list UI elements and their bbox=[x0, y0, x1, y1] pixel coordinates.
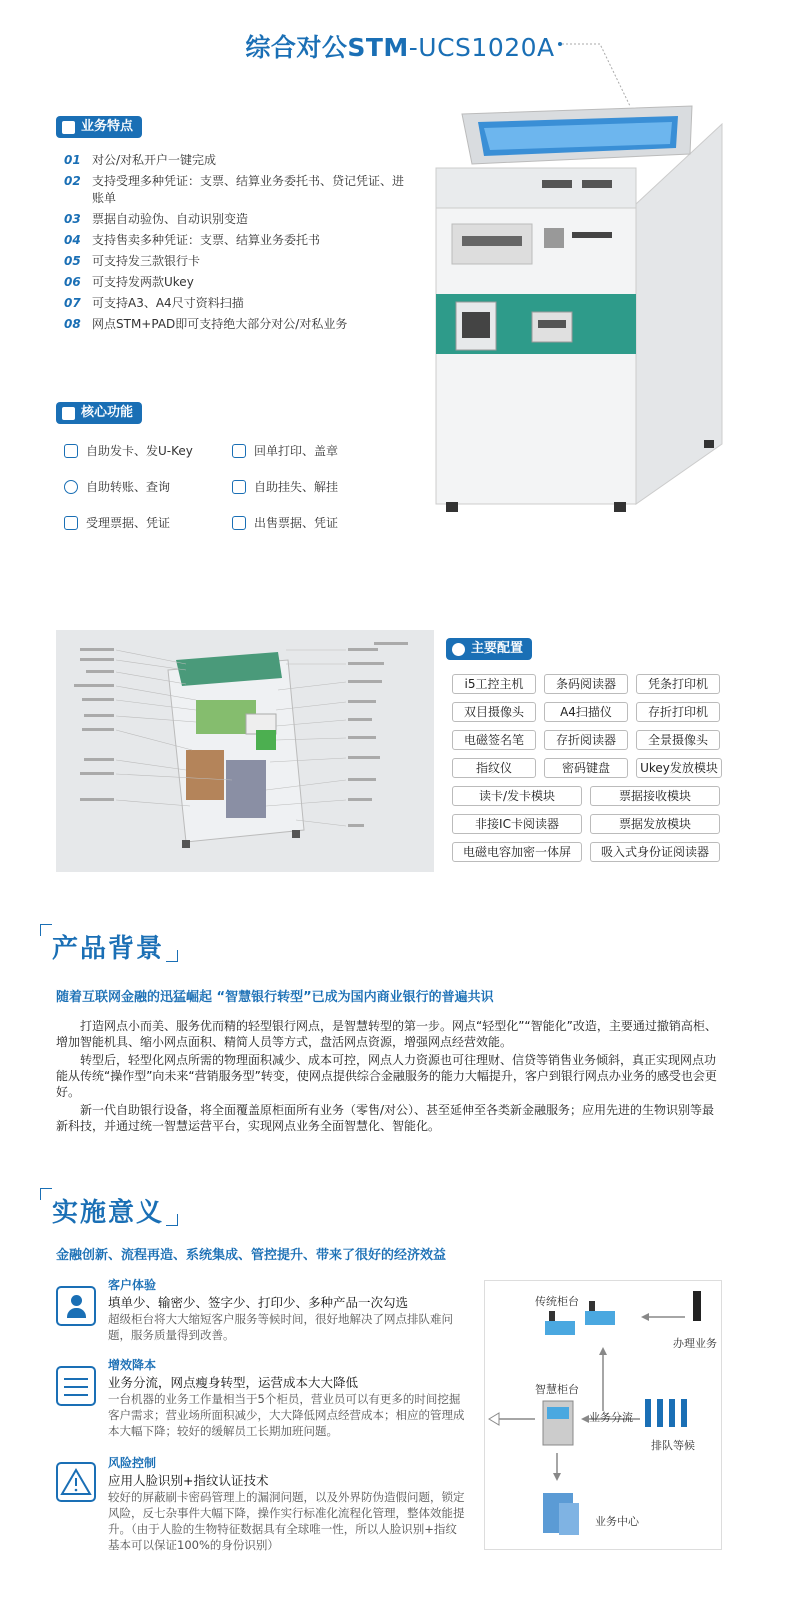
flow-smart-label: 智慧柜台 bbox=[535, 1383, 579, 1396]
card-icon bbox=[64, 444, 78, 458]
item-lead: 填单少、输密少、签字少、打印少、多种产品一次勾选 bbox=[108, 1295, 409, 1310]
item-text: 可支持A3、A4尺寸资料扫描 bbox=[92, 296, 244, 310]
paragraph: 打造网点小而美、服务优而精的轻型银行网点，是智慧转型的第一步。网点“轻型化”“智能化”改造，主要通过撤销高柜、增加智能机具、缩小网点面积、精简人员等方式，盘活网点资源，增强网点经营效能。 bbox=[56, 1019, 717, 1049]
page-title bbox=[0, 28, 800, 64]
stm-machine-image bbox=[432, 104, 724, 520]
item-text: 可支持发三款银行卡 bbox=[92, 254, 201, 268]
item-number: 04 bbox=[64, 233, 81, 247]
item-text: 支持受理多种凭证：支票、结算业务委托书、贷记凭证、进账单 bbox=[92, 174, 405, 205]
list-item bbox=[232, 478, 338, 495]
item-label: 自助转账、查询 bbox=[86, 480, 171, 494]
yen-icon bbox=[232, 516, 246, 530]
item-lead: 应用人脸识别+指纹认证技术 bbox=[108, 1473, 269, 1488]
heading-bracket bbox=[40, 1188, 52, 1200]
flow-traditional-label: 传统柜台 bbox=[535, 1295, 579, 1308]
magnifier-icon bbox=[452, 643, 465, 656]
list-item bbox=[64, 514, 170, 531]
exploded-view-drawing bbox=[56, 630, 434, 872]
list-item bbox=[64, 173, 404, 207]
config-chip: 指纹仪 bbox=[452, 758, 536, 778]
significance-item bbox=[108, 1454, 466, 1553]
config-chip: i5工控主机 bbox=[452, 674, 536, 694]
warning-icon bbox=[56, 1462, 96, 1502]
item-title: 增效降本 bbox=[108, 1358, 157, 1372]
item-number: 05 bbox=[64, 254, 81, 268]
item-label: 回单打印、盖章 bbox=[254, 444, 339, 458]
title-model: -UCS1020A bbox=[408, 33, 555, 62]
item-title: 风险控制 bbox=[108, 1456, 157, 1470]
list-item bbox=[232, 442, 338, 459]
config-badge bbox=[446, 638, 532, 660]
item-number: 01 bbox=[64, 153, 81, 167]
config-chip: A4扫描仪 bbox=[544, 702, 628, 722]
config-chip: 条码阅读器 bbox=[544, 674, 628, 694]
significance-item bbox=[108, 1356, 466, 1439]
background-body bbox=[56, 1018, 722, 1134]
list-item bbox=[64, 211, 404, 228]
list-item bbox=[64, 152, 404, 169]
config-grid bbox=[452, 674, 724, 874]
item-title: 客户体验 bbox=[108, 1278, 157, 1292]
significance-item bbox=[108, 1276, 466, 1343]
exploded-view-image bbox=[56, 630, 434, 872]
item-body: 较好的屏蔽刷卡密码管理上的漏洞问题，以及外界防伪造假问题，锁定风险，反七杂事件大幅下降，操作实行标准化流程化管理，整体效能提升。（由于人脸的生物特征数据具有全球唯一性，所以人脸识别+指纹基本可以保证100%的身份识别） bbox=[108, 1490, 465, 1552]
item-label: 自助发卡、发U-Key bbox=[86, 444, 193, 458]
list-item bbox=[64, 253, 404, 270]
item-number: 03 bbox=[64, 212, 81, 226]
item-label: 出售票据、凭证 bbox=[254, 516, 339, 530]
paragraph: 转型后，轻型化网点所需的物理面积减少、成本可控，网点人力资源也可往理财、信贷等销售业务倾斜，真正实现网点功能从传统“操作型”向未来“营销服务型”转变，使网点提供综合金融服务的能力大幅提升，客户到银行网点办业务的感受也会更好。 bbox=[56, 1053, 717, 1099]
printer-icon bbox=[232, 444, 246, 458]
config-chip: 吸入式身份证阅读器 bbox=[590, 842, 720, 862]
config-chip: 双目摄像头 bbox=[452, 702, 536, 722]
document-icon bbox=[64, 516, 78, 530]
flow-diagram bbox=[484, 1280, 722, 1550]
config-chip: Ukey发放模块 bbox=[636, 758, 722, 778]
item-number: 02 bbox=[64, 174, 81, 188]
core-badge bbox=[56, 402, 142, 424]
config-chip: 票据发放模块 bbox=[590, 814, 720, 834]
list-item bbox=[64, 442, 193, 459]
item-body: 超级柜台将大大缩短客户服务等候时间，很好地解决了网点排队难问题，服务质量得到改善。 bbox=[108, 1312, 453, 1342]
item-text: 对公/对私开户一键完成 bbox=[92, 153, 217, 167]
core-badge-label: 核心功能 bbox=[81, 405, 134, 420]
significance-subheading: 金融创新、流程再造、系统集成、管控提升、带来了很好的经济效益 bbox=[56, 1248, 447, 1263]
background-heading: 产品背景 bbox=[52, 934, 165, 964]
transfer-icon bbox=[64, 480, 78, 494]
config-chip: 凭条打印机 bbox=[636, 674, 720, 694]
flow-divert-label: 业务分流 bbox=[589, 1411, 633, 1424]
config-chip: 电磁签名笔 bbox=[452, 730, 536, 750]
config-chip: 存折打印机 bbox=[636, 702, 720, 722]
title-main: 综合对公STM bbox=[245, 33, 409, 62]
briefcase-icon bbox=[62, 121, 75, 134]
features-badge bbox=[56, 116, 142, 138]
significance-list bbox=[56, 1276, 468, 1576]
features-badge-label: 业务特点 bbox=[81, 119, 134, 134]
lock-icon bbox=[232, 480, 246, 494]
list-item bbox=[64, 232, 404, 249]
item-text: 网点STM+PAD即可支持绝大部分对公/对私业务 bbox=[92, 317, 348, 331]
heading-bracket bbox=[40, 924, 52, 936]
config-chip: 票据接收模块 bbox=[590, 786, 720, 806]
grid-icon bbox=[62, 407, 75, 420]
sliders-icon bbox=[56, 1366, 96, 1406]
item-text: 票据自动验伪、自动识别变造 bbox=[92, 212, 249, 226]
item-number: 08 bbox=[64, 317, 81, 331]
item-number: 07 bbox=[64, 296, 81, 310]
list-item bbox=[64, 478, 170, 495]
item-lead: 业务分流，网点瘦身转型，运营成本大大降低 bbox=[108, 1375, 359, 1390]
list-item bbox=[64, 295, 404, 312]
title-pointer-line bbox=[560, 40, 640, 110]
features-list bbox=[64, 152, 404, 337]
paragraph: 新一代自助银行设备，将全面覆盖原柜面所有业务（零售/对公）、甚至延伸至各类新金融服务；应用先进的生物识别等最新科技，并通过统一智慧运营平台，实现网点业务全面智慧化、智能化。 bbox=[56, 1103, 715, 1133]
flow-handle-label: 办理业务 bbox=[673, 1337, 717, 1350]
heading-bracket bbox=[166, 1214, 178, 1226]
item-label: 自助挂失、解挂 bbox=[254, 480, 339, 494]
list-item bbox=[232, 514, 338, 531]
item-text: 支持售卖多种凭证：支票、结算业务委托书 bbox=[92, 233, 321, 247]
config-chip: 密码键盘 bbox=[544, 758, 628, 778]
config-chip: 非接IC卡阅读器 bbox=[452, 814, 582, 834]
item-number: 06 bbox=[64, 275, 81, 289]
person-icon bbox=[56, 1286, 96, 1326]
item-body: 一台机器的业务工作量相当于5个柜员，营业员可以有更多的时间挖掘客户需求；营业场所面积减少，大大降低网点经营成本；相应的管理成本大幅下降；较好的缓解员工长期加班问题。 bbox=[108, 1392, 465, 1438]
config-chip: 电磁电容加密一体屏 bbox=[452, 842, 582, 862]
item-label: 受理票据、凭证 bbox=[86, 516, 171, 530]
config-chip: 全景摄像头 bbox=[636, 730, 720, 750]
flow-queue-label: 排队等候 bbox=[651, 1439, 695, 1452]
list-item bbox=[64, 316, 404, 333]
significance-heading: 实施意义 bbox=[52, 1198, 165, 1228]
heading-bracket bbox=[166, 950, 178, 962]
config-chip: 存折阅读器 bbox=[544, 730, 628, 750]
item-text: 可支持发两款Ukey bbox=[92, 275, 194, 289]
config-chip: 读卡/发卡模块 bbox=[452, 786, 582, 806]
config-badge-label: 主要配置 bbox=[471, 641, 524, 656]
flow-center-label: 业务中心 bbox=[595, 1515, 639, 1528]
list-item bbox=[64, 274, 404, 291]
background-subheading: 随着互联网金融的迅猛崛起 “智慧银行转型”已成为国内商业银行的普遍共识 bbox=[56, 990, 494, 1005]
